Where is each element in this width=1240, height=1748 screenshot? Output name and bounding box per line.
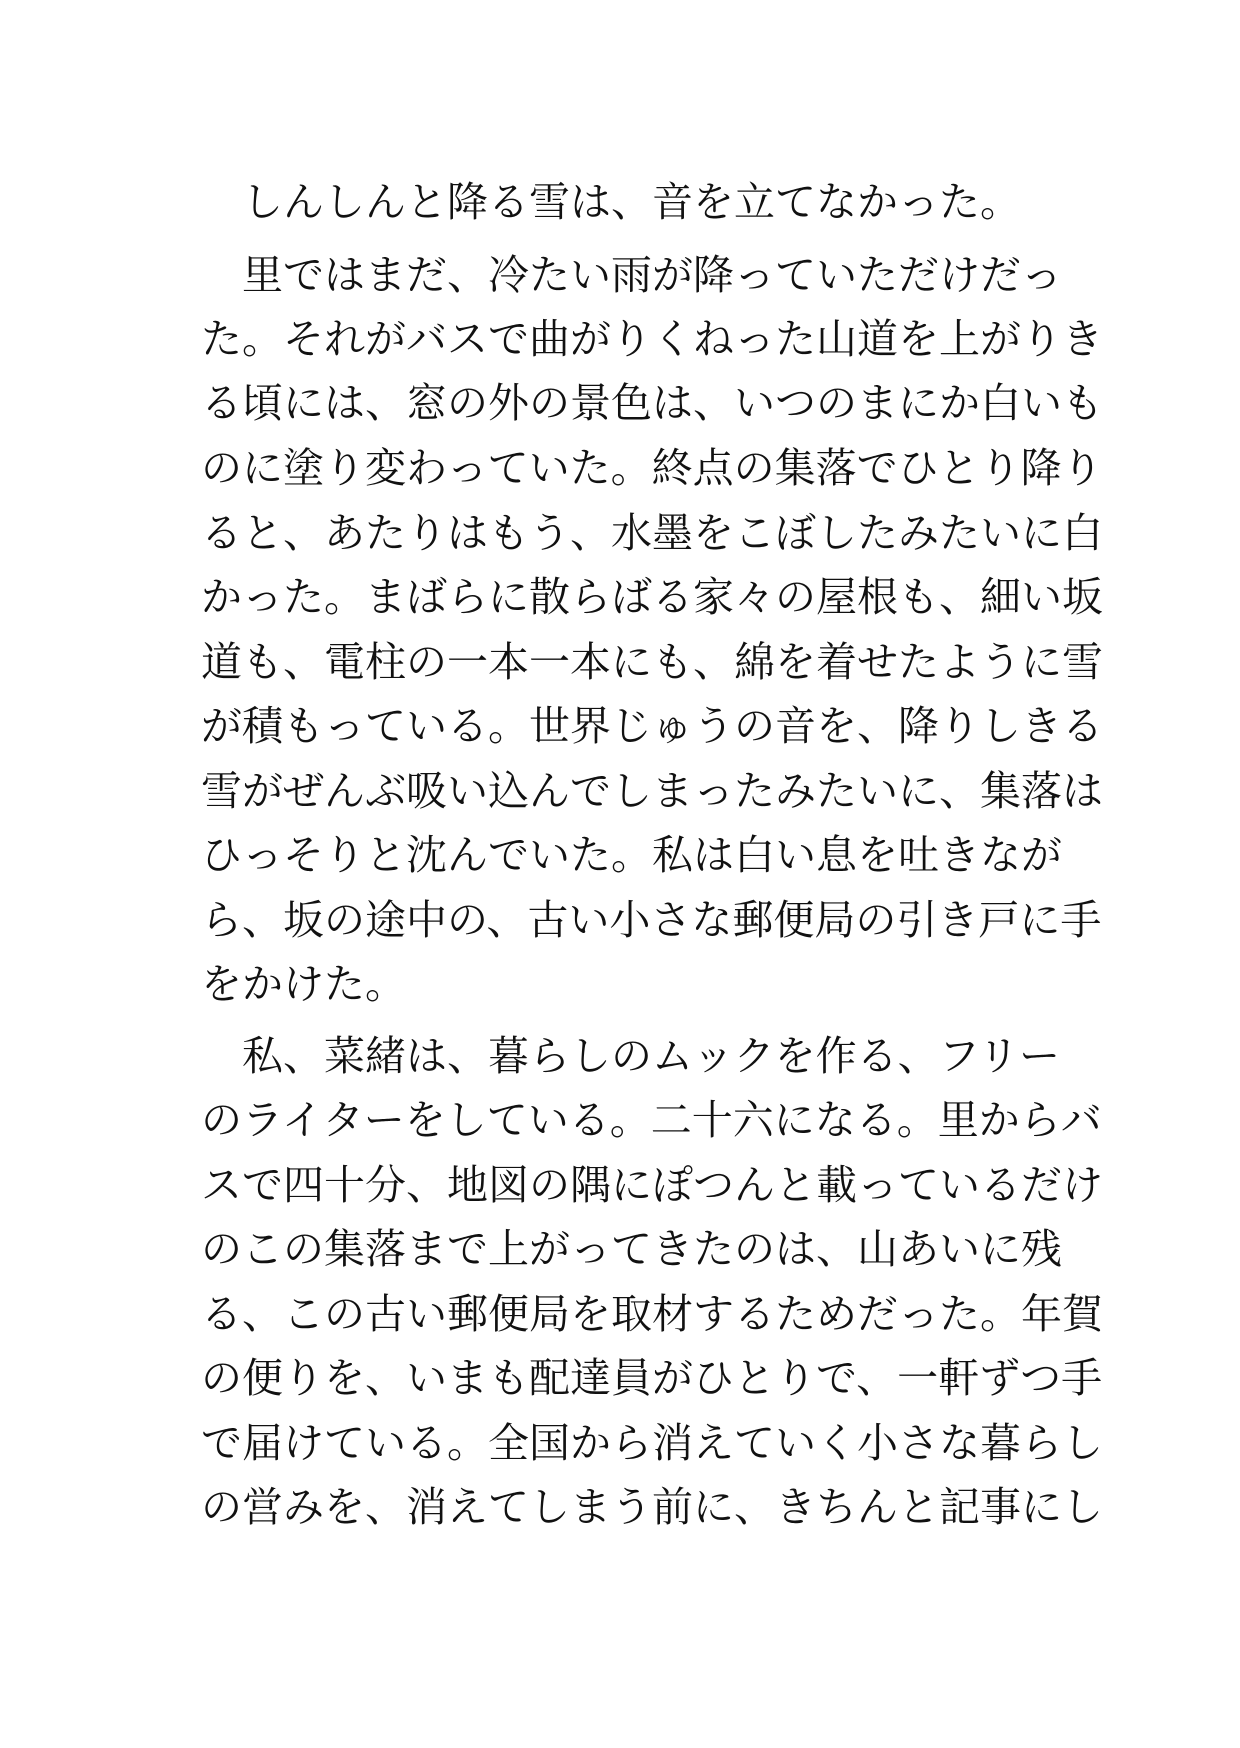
text-line: ると、あたりはもう、水墨をこぼしたみたいに白: [201, 509, 1103, 557]
text-line: のに塗り変わっていた。終点の集落でひとり降り: [201, 444, 1103, 492]
text-line: ら、坂の途中の、古い小さな郵便局の引き戸に手: [201, 896, 1102, 944]
text-line: 里ではまだ、冷たい雨が降っていただけだっ: [201, 251, 1062, 299]
text-line: が積もっている。世界じゅうの音を、降りしきる: [201, 702, 1103, 750]
text-line: た。それがバスで曲がりくねった山道を上がりき: [201, 315, 1103, 363]
text-line: 私、菜緒は、暮らしのムックを作る、フリー: [201, 1032, 1060, 1080]
text-line: のライターをしている。二十六になる。里からバ: [201, 1096, 1102, 1144]
text-line: 道も、電柱の一本一本にも、綿を着せたように雪: [201, 638, 1103, 686]
text-line: の便りを、いまも配達員がひとりで、一軒ずつ手: [201, 1354, 1103, 1402]
text-line: スで四十分、地図の隅にぽつんと載っているだけ: [201, 1161, 1103, 1209]
text-line: る、この古い郵便局を取材するためだった。年賀: [201, 1290, 1103, 1338]
text-line: で届けている。全国から消えていく小さな暮らし: [201, 1419, 1103, 1467]
text-line: 雪がぜんぶ吸い込んでしまったみたいに、集落は: [201, 767, 1103, 815]
text-line: かった。まばらに散らばる家々の屋根も、細い坂: [201, 573, 1103, 621]
text-line: ひっそりと沈んでいた。私は白い息を吐きなが: [201, 831, 1062, 879]
text-line: をかけた。: [201, 960, 406, 1008]
text-line: る頃には、窓の外の景色は、いつのまにか白いも: [201, 379, 1103, 427]
text-line: の営みを、消えてしまう前に、きちんと記事にし: [201, 1483, 1103, 1531]
text-line: しんしんと降る雪は、音を立てなかった。: [201, 178, 1021, 226]
text-line: のこの集落まで上がってきたのは、山あいに残: [201, 1225, 1062, 1273]
